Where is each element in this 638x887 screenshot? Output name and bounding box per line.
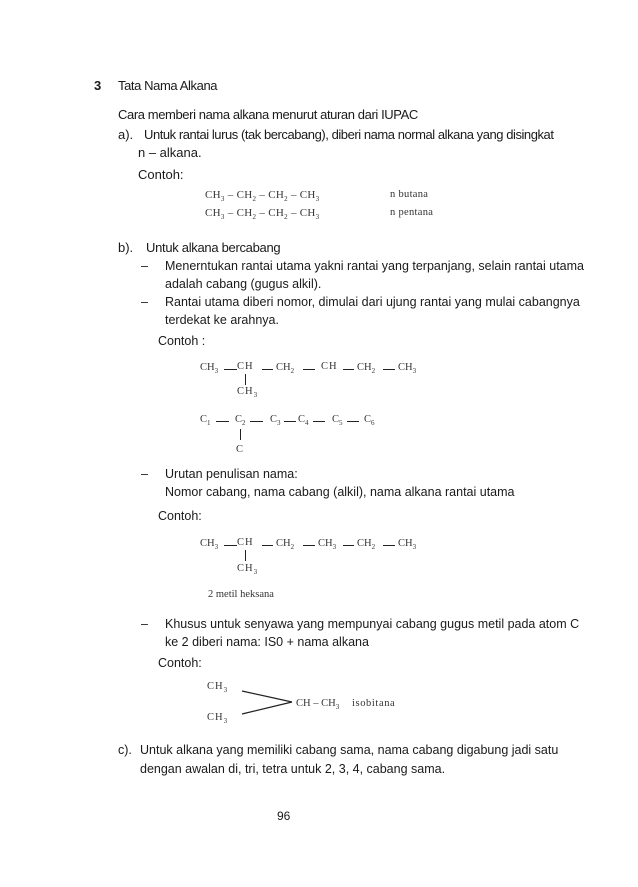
iso-bottom-ch3: $CH_3$ — [207, 712, 229, 725]
part-c-marker: c). — [118, 743, 132, 757]
iso-bonds — [240, 688, 296, 718]
s1-atom: $CH_2$ — [276, 362, 295, 375]
s1-atom: $CH_3$ — [200, 362, 219, 375]
bullet1-line1: Menerntukan rantai utama yakni rantai yang terpanjang, selain rantai utama — [165, 259, 585, 273]
s2-atom: $CH_3$ — [398, 538, 417, 551]
iso-right-group: CH – $CH_3$ — [296, 698, 340, 711]
s2-atom: $CH_3$ — [200, 538, 219, 551]
intro-text: Cara memberi nama alkana menurut aturan dari IUPAC — [118, 107, 418, 122]
section-number: 3 — [94, 78, 102, 93]
c-branch: C — [236, 444, 244, 455]
contoh-b-label: Contoh : — [158, 334, 206, 348]
s2-atom: $CH_2$ — [357, 538, 376, 551]
c5-atom: $C_5$ — [332, 414, 343, 427]
contoh-b3-label: Contoh: — [158, 656, 202, 670]
bullet4-line2: ke 2 diberi nama: IS0 + nama alkana — [165, 635, 369, 649]
part-b-title: Untuk alkana bercabang — [146, 240, 281, 255]
part-a-line1: Untuk rantai lurus (tak bercabang), diberi nama normal alkana yang disingkat — [144, 127, 554, 142]
name-isobitana: isobitana — [352, 698, 396, 709]
part-c-line2: dengan awalan di, tri, tetra untuk 2, 3, 4, cabang sama. — [140, 762, 446, 776]
c1-atom: $C_1$ — [200, 414, 211, 427]
bullet3-line1: Urutan penulisan nama: — [165, 467, 298, 481]
name-2-metil-heksana: 2 metil heksana — [208, 589, 274, 600]
part-c-line1: Untuk alkana yang memiliki cabang sama, nama cabang digabung jadi satu — [140, 743, 559, 757]
bullet-dash: – — [141, 295, 148, 309]
part-a-line2: n – alkana. — [138, 145, 202, 160]
formula-butana: $CH_3 - CH_2 - CH_2 - CH_3$ — [205, 189, 320, 203]
bullet3-line2: Nomor cabang, nama cabang (alkil), nama alkana rantai utama — [165, 485, 515, 499]
bullet1-line2: adalah cabang (gugus alkil). — [165, 277, 322, 291]
c4-atom: $C_4$ — [298, 414, 309, 427]
part-a-marker: a). — [118, 127, 134, 142]
page-number: 96 — [277, 809, 291, 823]
s1-atom: CH — [237, 361, 254, 372]
s1-atom: $CH_3$ — [398, 362, 417, 375]
iso-top-ch3: $CH_3$ — [207, 681, 229, 694]
name-pentana: n pentana — [390, 207, 434, 218]
bullet2-line2: terdekat ke arahnya. — [165, 313, 279, 327]
c2-atom: $C_2$ — [235, 414, 246, 427]
bullet-dash: – — [141, 259, 148, 273]
name-butana: n butana — [390, 189, 429, 200]
s1-atom: CH — [321, 361, 338, 372]
bullet-dash: – — [141, 467, 148, 481]
section-title: Tata Nama Alkana — [118, 78, 218, 93]
bullet-dash: – — [141, 617, 148, 631]
part-b-marker: b). — [118, 240, 134, 255]
s2-atom: $CH_2$ — [276, 538, 295, 551]
c3-atom: $C_3$ — [270, 414, 281, 427]
c6-atom: $C_6$ — [364, 414, 375, 427]
s2-atom: $CH_3$ — [318, 538, 337, 551]
s2-branch: $CH_3$ — [237, 563, 259, 576]
s1-atom: $CH_2$ — [357, 362, 376, 375]
bullet2-line1: Rantai utama diberi nomor, dimulai dari ujung rantai yang mulai cabangnya — [165, 295, 580, 309]
formula-pentana: $CH_3 - CH_2 - CH_2 - CH_3$ — [205, 207, 320, 221]
s2-atom: CH — [237, 537, 254, 548]
contoh-b2-label: Contoh: — [158, 509, 202, 523]
bullet4-line1: Khusus untuk senyawa yang mempunyai cabang gugus metil pada atom C — [165, 617, 580, 631]
contoh-a-label: Contoh: — [138, 167, 184, 182]
s1-branch: $CH_3$ — [237, 386, 259, 399]
